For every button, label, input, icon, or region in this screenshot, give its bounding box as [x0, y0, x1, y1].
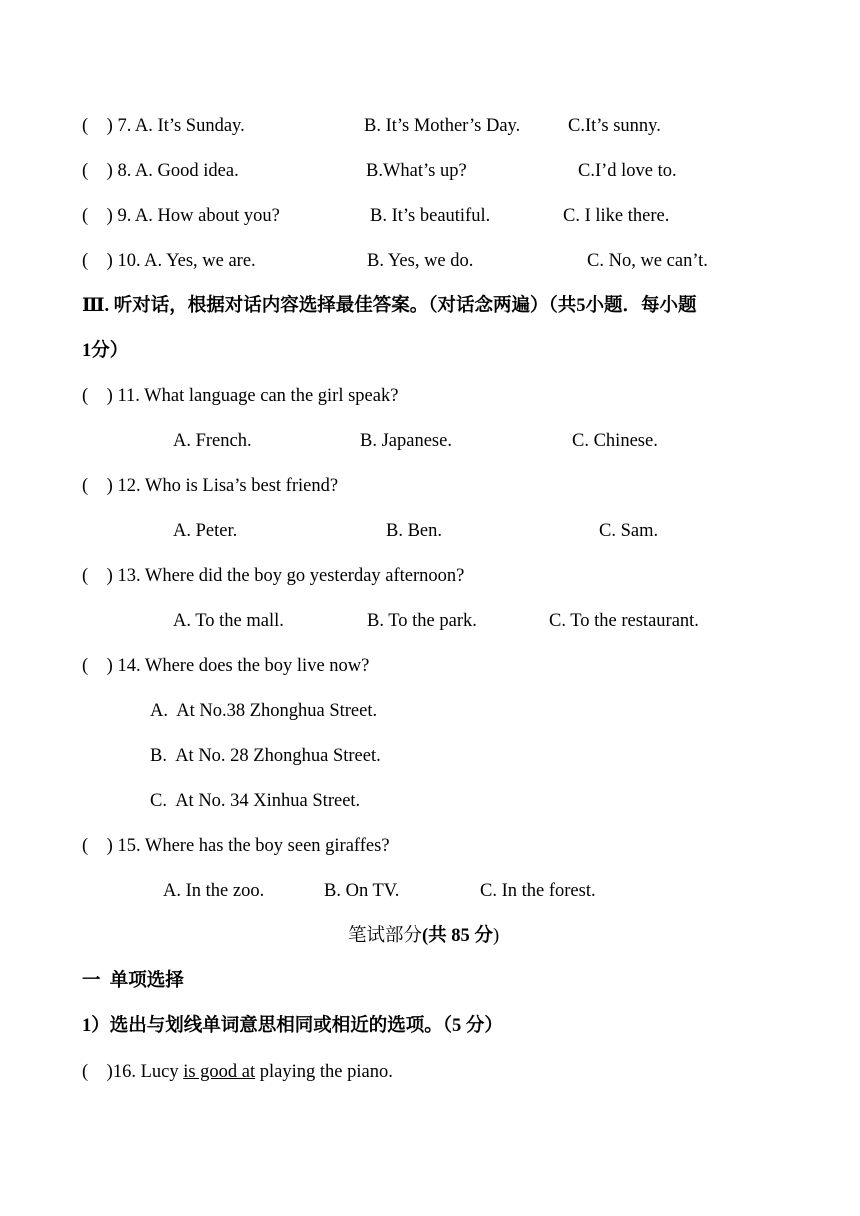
question-13-stem: ( ) 13. Where did the boy go yesterday afternoon? [82, 566, 465, 586]
section-3-heading-cont: 1分） [82, 341, 129, 361]
question-15-option-b: B. On TV. [324, 881, 400, 901]
question-15-option-c: C. In the forest. [480, 881, 596, 901]
question-7-option-b: B. It’s Mother’s Day. [364, 116, 521, 136]
question-16-stem [82, 1061, 393, 1083]
question-16-prefix: ( )16. Lucy [82, 1062, 184, 1082]
question-16-suffix: playing the piano. [255, 1062, 393, 1082]
question-10-option-b: B. Yes, we do. [367, 251, 474, 271]
question-15-option-a: A. In the zoo. [163, 881, 265, 901]
question-12-option-a: A. Peter. [173, 521, 238, 541]
question-14-option-b: B. At No. 28 Zhonghua Street. [150, 746, 381, 766]
written-title-prefix: 笔试部分 [348, 926, 423, 946]
question-14-option-a: A. At No.38 Zhonghua Street. [150, 701, 378, 721]
question-14-stem: ( ) 14. Where does the boy live now? [82, 656, 370, 676]
question-11-option-b: B. Japanese. [360, 431, 452, 451]
question-9-stem: ( ) 9. A. How about you? [82, 206, 280, 226]
written-title-suffix: ) [492, 926, 500, 946]
question-12-option-b: B. Ben. [386, 521, 443, 541]
question-16-underlined-phrase: is good at [183, 1062, 256, 1082]
question-14-option-c: C. At No. 34 Xinhua Street. [150, 791, 361, 811]
question-13-option-c: C. To the restaurant. [549, 611, 699, 631]
sub-section-1-heading: 1）选出与划线单词意思相同或相近的选项。（5 分） [82, 1016, 503, 1036]
written-title-score: (共 85 分 [422, 926, 493, 946]
question-8-option-b: B.What’s up? [366, 161, 467, 181]
question-9-option-c: C. I like there. [563, 206, 670, 226]
question-8-stem: ( ) 8. A. Good idea. [82, 161, 239, 181]
question-13-option-a: A. To the mall. [173, 611, 284, 631]
question-11-option-c: C. Chinese. [572, 431, 658, 451]
question-11-option-a: A. French. [173, 431, 252, 451]
question-7-stem: ( ) 7. A. It’s Sunday. [82, 116, 245, 136]
question-8-option-c: C.I’d love to. [578, 161, 677, 181]
question-9-option-b: B. It’s beautiful. [370, 206, 491, 226]
question-12-option-c: C. Sam. [599, 521, 659, 541]
part-1-heading: 一 单项选择 [82, 971, 184, 991]
written-part-title [348, 925, 499, 947]
question-10-stem: ( ) 10. A. Yes, we are. [82, 251, 256, 271]
question-15-stem: ( ) 15. Where has the boy seen giraffes? [82, 836, 390, 856]
question-12-stem: ( ) 12. Who is Lisa’s best friend? [82, 476, 339, 496]
section-3-heading: Ⅲ. 听对话，根据对话内容选择最佳答案。（对话念两遍）（共5小题．每小题 [82, 296, 697, 316]
question-11-stem: ( ) 11. What language can the girl speak? [82, 386, 399, 406]
question-13-option-b: B. To the park. [367, 611, 477, 631]
question-10-option-c: C. No, we can’t. [587, 251, 708, 271]
question-7-option-c: C.It’s sunny. [568, 116, 661, 136]
